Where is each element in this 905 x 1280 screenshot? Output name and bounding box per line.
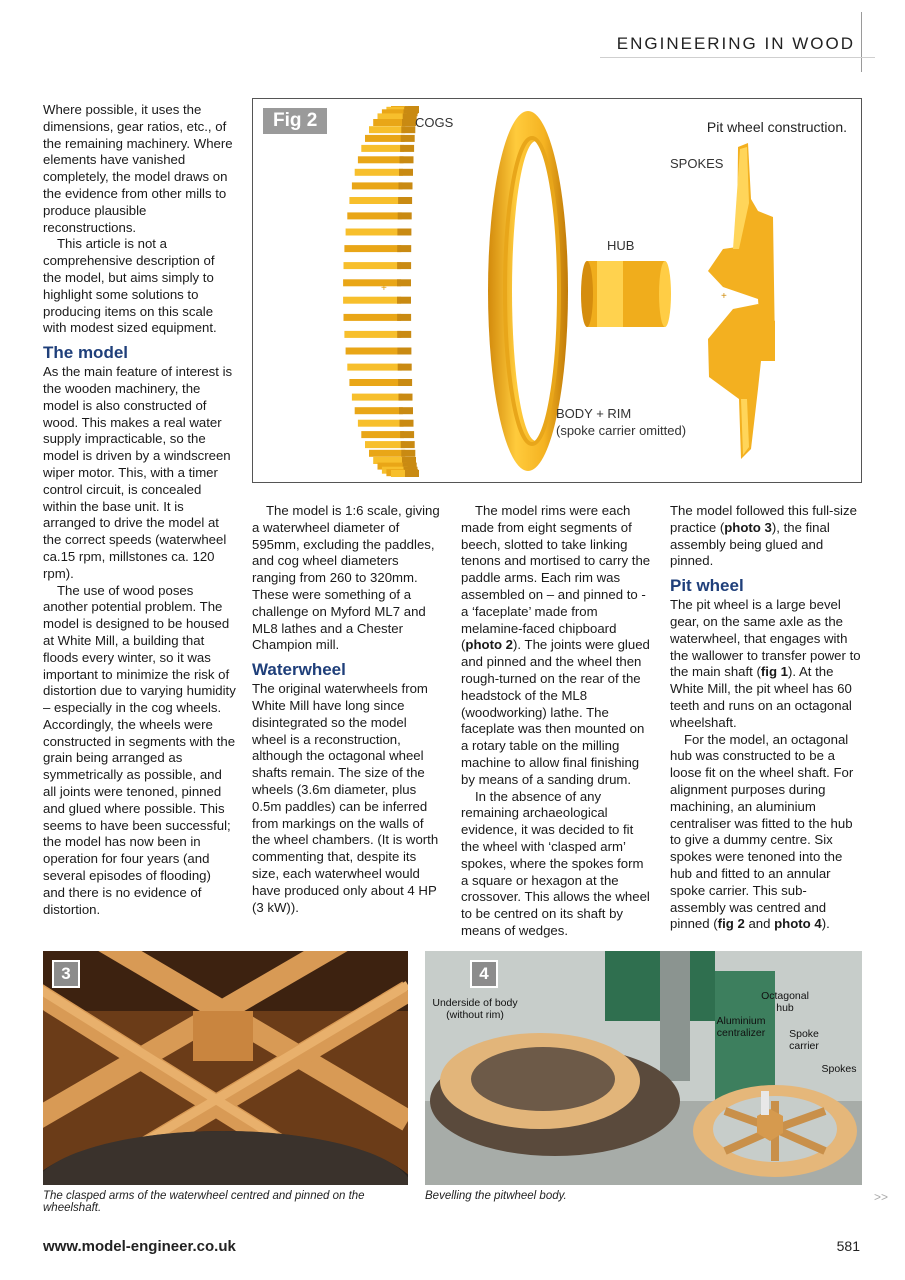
column-2 xyxy=(252,503,444,916)
label-body-rim: BODY + RIM xyxy=(556,406,632,421)
photo-reference: photo 2 xyxy=(465,637,514,653)
figure-2 xyxy=(252,98,862,483)
cog-tooth xyxy=(373,119,406,126)
header-divider xyxy=(861,12,862,72)
cog-tooth-shadow xyxy=(399,407,413,414)
cog-tooth-shadow xyxy=(400,431,414,438)
cog-tooth-shadow xyxy=(401,450,415,457)
cog-tooth xyxy=(352,182,403,189)
cog-tooth-shadow xyxy=(402,119,416,126)
section-heading-waterwheel: Waterwheel xyxy=(252,660,346,680)
section-heading-the-model: The model xyxy=(43,343,129,363)
cog-tooth-shadow xyxy=(398,212,412,219)
label-underside: Underside of body (without rim) xyxy=(432,997,518,1021)
cog-tooth-shadow xyxy=(401,441,415,448)
cog-tooth xyxy=(347,364,401,371)
photo-reference: photo 3 xyxy=(724,519,772,535)
cog-tooth xyxy=(347,212,401,219)
cog-tooth-shadow xyxy=(397,314,411,321)
figure-number-badge: Fig 2 xyxy=(263,108,327,134)
footer-website-url[interactable]: www.model-engineer.co.uk xyxy=(43,1238,236,1255)
column-4 xyxy=(670,503,862,933)
cog-tooth xyxy=(343,279,401,286)
svg-text:+: + xyxy=(381,283,387,294)
cog-tooth xyxy=(358,420,404,427)
section-heading-pit-wheel: Pit wheel xyxy=(670,576,744,596)
continue-arrow-icon: >> xyxy=(874,1190,889,1204)
cog-tooth-shadow xyxy=(397,245,411,252)
paragraph: The original waterwheels from White Mill have long since disintegrated so the model wheel is a reconstruction, although the octagonal wheel shafts remain. The size of the wheels (3.6m diameter, plus 0.5m paddles) can be inferred from markings on the walls of the wheel chambers. (It is worth commenting that, despite its size, each waterwheel would have produced only about 4 HP (3 kW)). xyxy=(252,681,439,915)
photo-3-caption: The clasped arms of the waterwheel centred and pinned on the wheelshaft. xyxy=(43,1190,365,1214)
cog-tooth-shadow xyxy=(400,145,414,152)
cog-tooth xyxy=(349,197,402,204)
paragraph: The pit wheel is a large bevel gear, on the same axle as the waterwheel, that engages with the wallower to transfer power to the main shaft (fig 1). At the White Mill, the pit wheel has 60 teeth and runs on an octagonal wheelshaft. xyxy=(670,597,861,730)
cog-tooth xyxy=(361,145,404,152)
cog-tooth-shadow xyxy=(398,197,412,204)
hub-illustration xyxy=(581,261,671,327)
cog-tooth-shadow xyxy=(401,126,415,133)
cog-tooth xyxy=(361,431,404,438)
cog-tooth-shadow xyxy=(400,420,414,427)
paragraph: As the main feature of interest is the wooden machinery, the model is also constructed of wood. This makes a real water supply impracticable, so the model is driven by a windscreen wiper motor. This, with a timer control circuit, is concealed within the base unit. It is arranged to drive the model at the correct speeds (waterwheel ca.15 rpm, millstones ca. 120 rpm). xyxy=(43,364,233,581)
label-aluminium-centralizer: Aluminium centralizer xyxy=(716,1015,766,1039)
cog-tooth xyxy=(355,407,403,414)
cog-tooth-shadow xyxy=(398,379,412,386)
clasped-arms-image xyxy=(43,951,408,1185)
label-spokes: Spokes xyxy=(821,1063,857,1075)
cog-tooth xyxy=(358,156,404,163)
photo-number-badge: 4 xyxy=(470,960,498,988)
cog-tooth-shadow xyxy=(397,297,411,304)
cog-tooth-shadow xyxy=(398,364,412,371)
cog-tooth xyxy=(369,450,405,457)
cog-tooth-shadow xyxy=(397,262,411,269)
photo-3-clasped-arms xyxy=(43,951,408,1185)
cog-tooth xyxy=(344,331,401,338)
paragraph: This article is not a comprehensive description of the model, but aims simply to highlight some solutions to producing items on this scale with modest sized equipment. xyxy=(43,236,217,336)
cog-tooth xyxy=(343,297,401,304)
cog-tooth xyxy=(355,169,403,176)
photo-4-bevelling xyxy=(425,951,862,1185)
cog-tooth-shadow xyxy=(399,182,413,189)
cog-tooth xyxy=(344,314,402,321)
label-octagonal-hub: Octagonal hub xyxy=(761,990,809,1014)
cog-tooth xyxy=(344,245,401,252)
header-rule xyxy=(600,57,875,58)
paragraph: The model is 1:6 scale, giving a waterwheel diameter of 595mm, excluding the paddles, and cog wheel diameters ranging from 260 to 320mm. These were something of a challenge on Myford ML7 and ML8 lathes and a Chester Champion mill. xyxy=(252,503,440,653)
photo-number-badge: 3 xyxy=(52,960,80,988)
figure-reference: fig 2 xyxy=(717,916,745,932)
cog-tooth xyxy=(365,135,405,142)
paragraph: The model followed this full-size practice (photo 3), the final assembly being glued and pinned. xyxy=(670,503,857,569)
paragraph: The use of wood poses another potential problem. The model is designed to be housed at White Mill, a building that floods every winter, so it was important to minimize the risk of distortion due to varying humidity – especially in the cog wheels. Accordingly, the wheels were constructed in segments with the grain being arranged as symmetrically as possible, and all joints were tenoned, pinned and glued where possible. This seems to have been successful; the model has now been in operation for four years (and several episodes of flooding) and there is no evidence of distortion. xyxy=(43,582,236,917)
cog-tooth-shadow xyxy=(400,156,414,163)
paragraph: In the absence of any remaining archaeological evidence, it was decided to fit the wheel with ‘clasped arm’ spokes, where the spokes form a square or hexagon at the crossover. This allows the wheel to be centred on its shaft by means of wedges. xyxy=(461,788,650,938)
page-number: 581 xyxy=(836,1238,860,1254)
spokes-illustration xyxy=(708,143,775,459)
cog-tooth xyxy=(365,441,405,448)
cog-tooth-shadow xyxy=(399,394,413,401)
photo-4-caption: Bevelling the pitwheel body. xyxy=(425,1190,567,1202)
paragraph: The model rims were each made from eight segments of beech, slotted to take linking tenons and mortised to carry the paddle arms. Each rim was assembled on – and pinned to - a ‘faceplate’ made from melamine-faced chipboard (photo 2). The joints were glued and pinned and the wheel then rough-turned on the rear of the headstock of the ML8 (woodworking) lathe. The faceplate was then mounted on a rotary table on the milling machine to allow final finishing by means of a sanding drum. xyxy=(461,503,651,787)
running-header: ENGINEERING IN WOOD xyxy=(616,34,855,53)
cog-tooth-shadow xyxy=(397,279,411,286)
cog-tooth xyxy=(369,126,405,133)
paragraph: Where possible, it uses the dimensions, gear ratios, etc., of the remaining machinery. Where elements have vanished completely, the model draws on the evidence from other mills to produce plausible reconstructions. xyxy=(43,102,233,235)
cog-tooth-shadow xyxy=(399,169,413,176)
cog-tooth-shadow xyxy=(397,331,411,338)
cog-tooth xyxy=(352,394,403,401)
paragraph: For the model, an octagonal hub was constructed to be a loose fit on the wheel shaft. For alignment purposes during machining, an aluminium centraliser was fitted to the hub to give a dummy centre. Six spokes were tenoned into the hub and fitted to an annular spoke carrier. This sub-assembly was centred and pinned (fig 2 and photo 4). xyxy=(670,731,854,932)
cog-tooth xyxy=(344,262,402,269)
label-spoke-carrier: Spoke carrier xyxy=(789,1028,819,1052)
cog-tooth xyxy=(346,348,402,355)
figure-reference: fig 1 xyxy=(760,664,788,680)
cog-tooth-shadow xyxy=(405,470,419,477)
cog-tooth-shadow xyxy=(397,229,411,236)
cog-tooth-shadow xyxy=(397,348,411,355)
label-spokes: SPOKES xyxy=(670,156,724,171)
column-1 xyxy=(43,102,236,918)
figure-caption: Pit wheel construction. xyxy=(706,119,847,135)
label-hub: HUB xyxy=(607,238,635,253)
cog-tooth xyxy=(346,229,402,236)
cog-tooth-shadow xyxy=(401,135,415,142)
photo-reference: photo 4 xyxy=(774,916,822,932)
svg-text:+: + xyxy=(721,291,727,302)
cog-tooth xyxy=(349,379,402,386)
label-body-rim-note: (spoke carrier omitted) xyxy=(556,423,687,438)
label-cogs: COGS xyxy=(415,115,454,130)
column-3 xyxy=(461,503,651,940)
